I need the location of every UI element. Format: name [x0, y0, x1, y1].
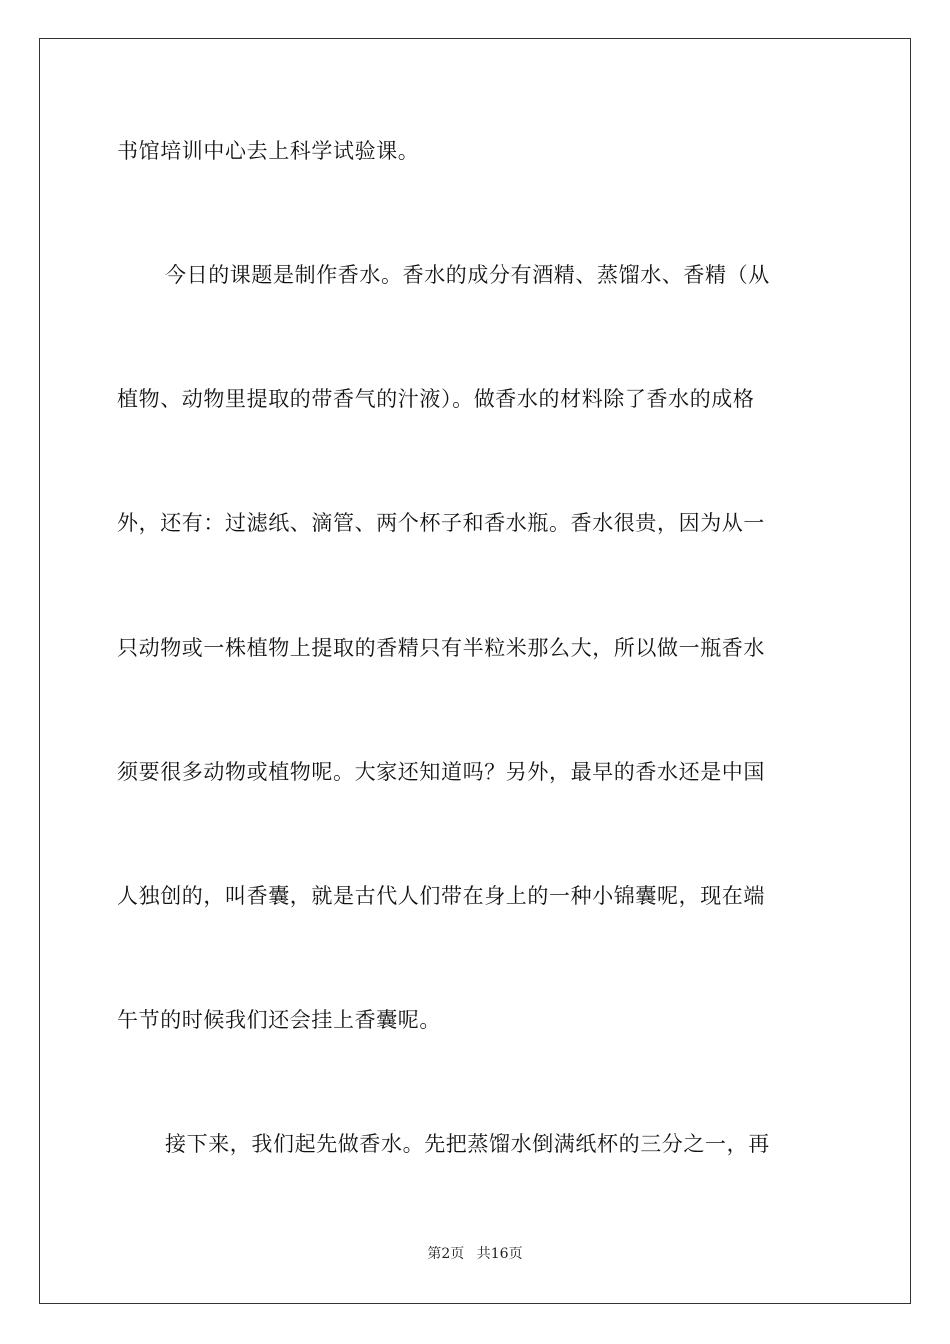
page-frame: [39, 38, 911, 1304]
body-line-8: 午节的时候我们还会挂上香囊呢。: [117, 1008, 441, 1032]
body-line-3: 植物、动物里提取的带香气的汁液）。做香水的材料除了香水的成格: [117, 387, 755, 411]
body-line-1: 书馆培训中心去上科学试验课。: [117, 139, 420, 163]
body-line-9: 接下来，我们起先做香水。先把蒸馏水倒满纸杯的三分之一，再: [165, 1132, 770, 1156]
body-line-2: 今日的课题是制作香水。香水的成分有酒精、蒸馏水、香精（从: [165, 263, 770, 287]
body-line-5: 只动物或一株植物上提取的香精只有半粒米那么大，所以做一瓶香水: [117, 636, 765, 660]
total-page-count: 共16页: [476, 1246, 523, 1262]
body-line-4: 外，还有：过滤纸、滴管、两个杯子和香水瓶。香水很贵，因为从一: [117, 511, 765, 535]
current-page-number: 第2页: [427, 1246, 465, 1262]
body-line-6: 须要很多动物或植物呢。大家还知道吗？另外，最早的香水还是中国: [117, 760, 765, 784]
body-line-7: 人独创的，叫香囊，就是古代人们带在身上的一种小锦囊呢，现在端: [117, 884, 765, 908]
page-footer: [0, 1244, 950, 1264]
